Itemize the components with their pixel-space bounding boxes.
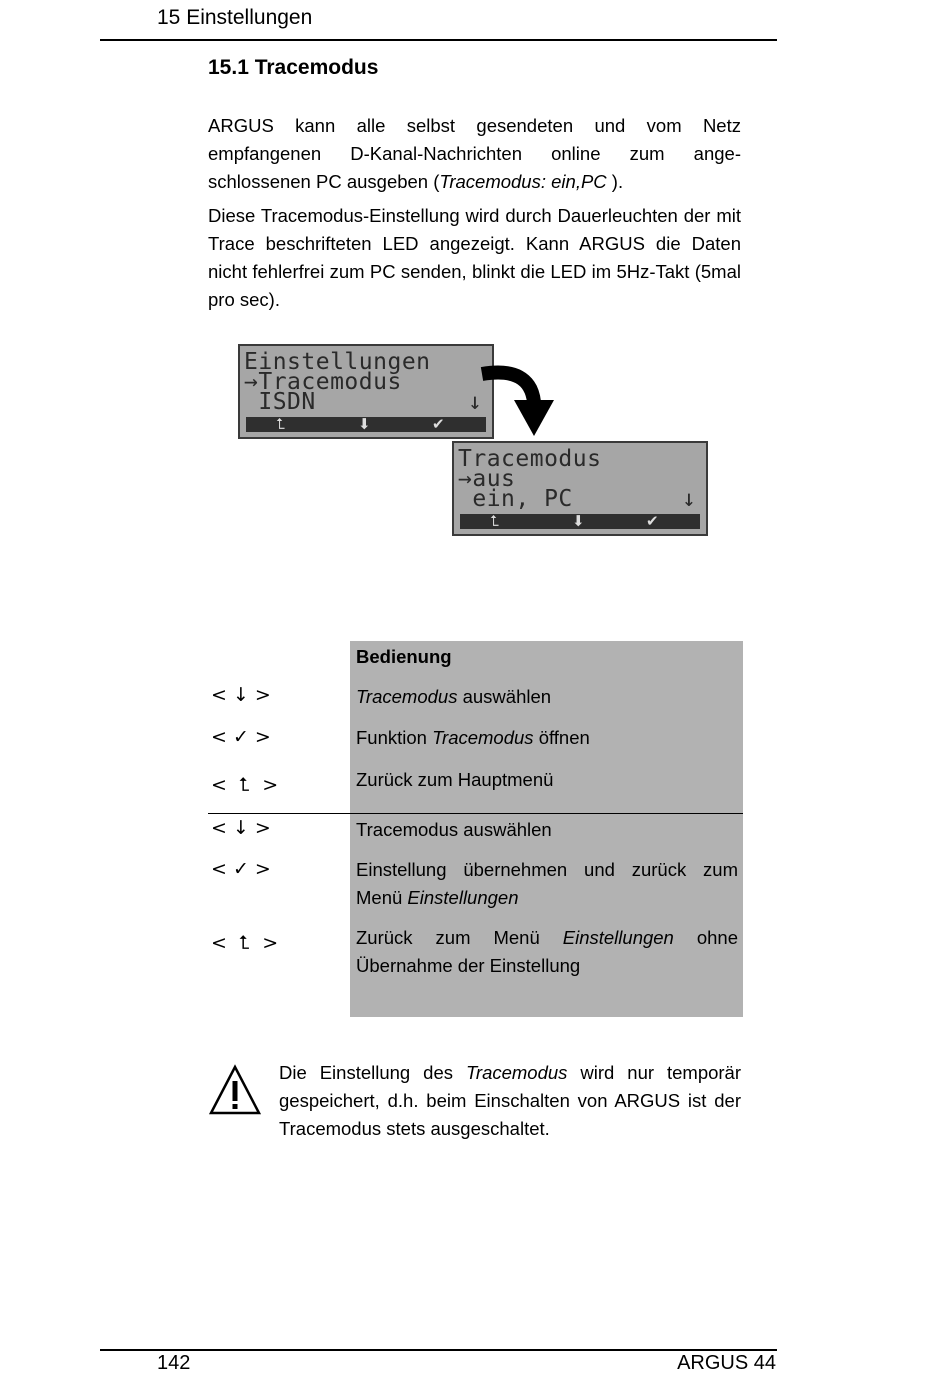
softkey-bar [460, 514, 700, 529]
step-text: Funktion [356, 727, 433, 748]
transition-arrow-icon [478, 360, 558, 440]
intro-p1-end: ). [606, 171, 624, 192]
lcd1-line-2: →Tracemodus [244, 369, 402, 395]
check-icon: ✔ [646, 512, 659, 530]
step-italic: Tracemodus [432, 727, 534, 748]
page-number: 142 [157, 1352, 191, 1374]
warning-icon [208, 1064, 262, 1116]
back-icon: ⮤ [490, 512, 499, 530]
key-down: < ↓ > [211, 684, 271, 706]
lcd2-line-1: Tracemodus [458, 446, 602, 472]
down-arrow-icon: ⬇ [358, 415, 371, 433]
step-text-end: auswählen [457, 686, 552, 707]
lcd2-line-3: ein, PC [458, 486, 573, 512]
header-rule [100, 39, 777, 41]
operation-step [356, 766, 738, 794]
step-text-end: ohne Übernahme der Einstellung [356, 927, 739, 976]
section-title: 15.1 Tracemodus [208, 56, 379, 79]
intro-p1-text: ARGUS kann alle selbst gesendeten und vom Netz empfangenen D-Kanal-Nachrichten online zum angeschlossenen PC ausgeben ( [208, 115, 741, 192]
key-down: < ↓ > [211, 817, 271, 839]
step-text-end: öffnen [533, 727, 590, 748]
footer-rule [100, 1349, 777, 1351]
key-back: < ⮤ > [211, 774, 279, 796]
intro-text [208, 112, 741, 314]
operation-step [356, 816, 738, 844]
intro-paragraph-2: Diese Tracemodus-Einstellung wird durch Dauerleuchten der mit Trace beschrifteten LED angezeigt. Kann ARGUS die Daten nicht fehlerfrei zum PC senden, blinkt die LED im 5Hz-Takt (5mal pro sec). [208, 205, 741, 310]
lcd-screen-settings [238, 344, 494, 439]
scroll-down-icon: ↓ [468, 389, 483, 415]
check-icon: ✔ [432, 415, 445, 433]
lcd-screen-tracemodus [452, 441, 708, 536]
note-text-end: wird nur temporär gespeichert, d.h. beim Einschalten von ARGUS ist der Tracemodus stets ausgeschaltet. [279, 1062, 742, 1139]
step-italic: Einstellungen [407, 887, 519, 908]
down-arrow-icon: ⬇ [572, 512, 585, 530]
operation-step [356, 856, 738, 912]
softkey-bar [246, 417, 486, 432]
back-icon: ⮤ [276, 415, 285, 433]
warning-note [279, 1059, 741, 1143]
step-italic: Einstellungen [562, 927, 674, 948]
lcd1-line-3: ISDN [244, 389, 316, 415]
operation-step [356, 724, 738, 752]
note-italic: Tracemodus [465, 1062, 568, 1083]
note-text: Die Einstellung des [279, 1062, 466, 1083]
operation-heading: Bedienung [356, 646, 452, 667]
step-italic: Tracemodus [356, 686, 458, 707]
lcd2-line-2: →aus [458, 466, 516, 492]
key-ok: < ✓ > [211, 858, 271, 880]
chapter-header: 15 Einstellungen [157, 6, 313, 29]
scroll-down-icon: ↓ [682, 486, 697, 512]
step-text: Einstellung übernehmen und zurück zum Menü [356, 859, 738, 908]
lcd1-line-1: Einstellungen [244, 349, 431, 375]
operation-step [356, 683, 738, 711]
intro-paragraph-1 [208, 112, 741, 196]
product-name: ARGUS 44 [677, 1352, 776, 1374]
operation-step [356, 924, 738, 980]
table-divider [208, 813, 743, 814]
key-back: < ⮤ > [211, 932, 279, 954]
key-ok: < ✓ > [211, 726, 271, 748]
step-text: Zurück zum Hauptmenü [356, 769, 554, 790]
step-text: Tracemodus auswählen [356, 819, 552, 840]
intro-p1-italic: Tracemodus: ein,PC [439, 171, 607, 192]
step-text: Zurück zum Menü [356, 927, 563, 948]
